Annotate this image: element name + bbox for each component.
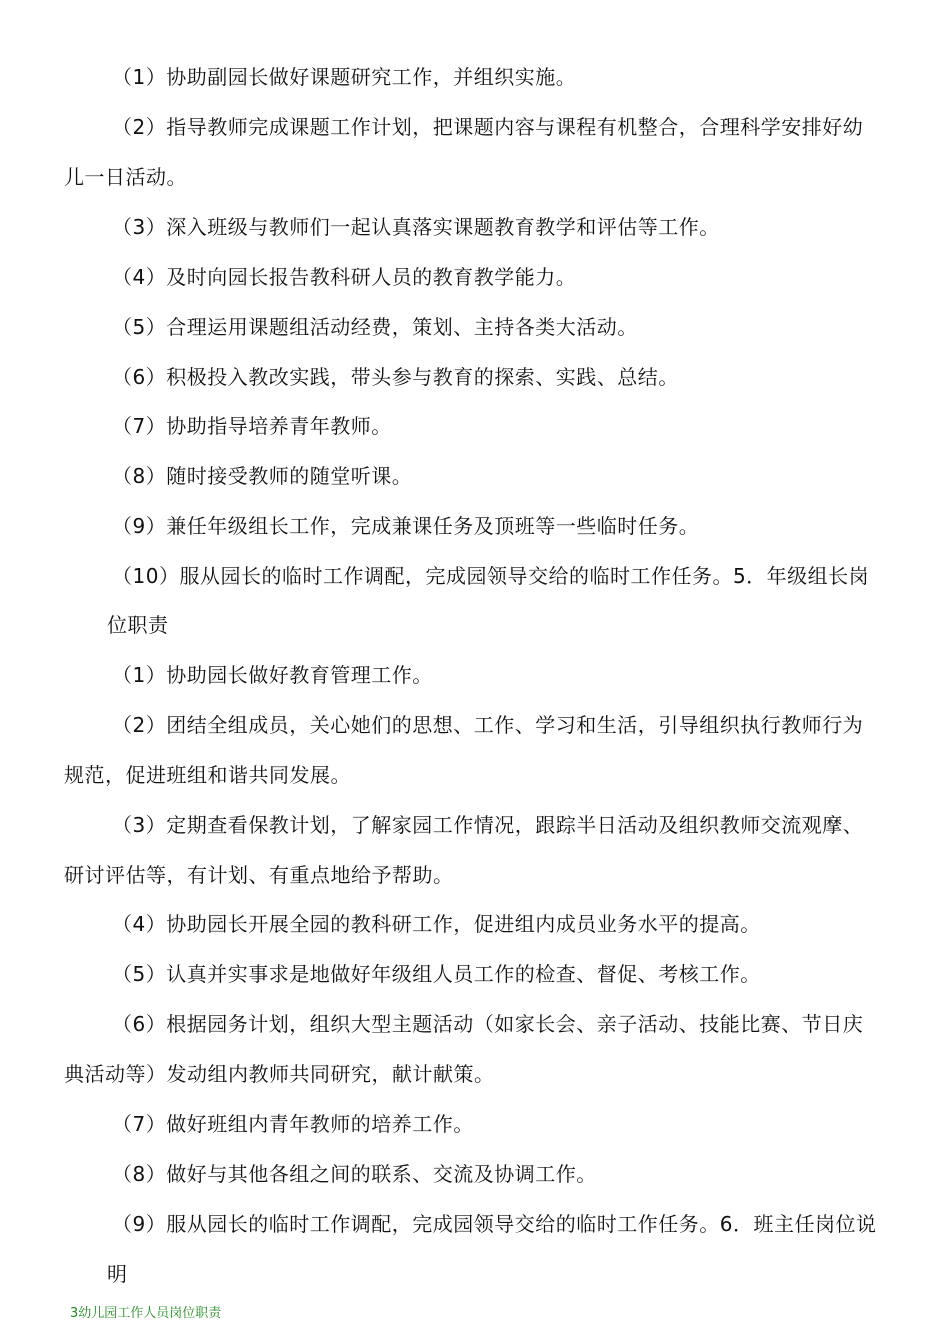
text-line: （7）做好班组内青年教师的培养工作。 xyxy=(112,1112,474,1136)
text-line: （6）根据园务计划，组织大型主题活动（如家长会、亲子活动、技能比赛、节日庆 xyxy=(112,1012,864,1036)
text-line: 规范，促进班组和谐共同发展。 xyxy=(64,763,351,787)
text-line: （9）兼任年级组长工作，完成兼课任务及顶班等一些临时任务。 xyxy=(112,514,700,538)
text-line: （2）团结全组成员，关心她们的思想、工作、学习和生活，引导组织执行教师行为 xyxy=(112,713,864,737)
text-line: （1）协助园长做好教育管理工作。 xyxy=(112,663,433,687)
text-line: （4）及时向园长报告教科研人员的教育教学能力。 xyxy=(112,265,577,289)
text-line: 明 xyxy=(107,1262,128,1286)
text-line: 儿一日活动。 xyxy=(64,165,187,189)
text-line: （9）服从园长的临时工作调配，完成园领导交给的临时工作任务。6．班主任岗位说 xyxy=(112,1212,877,1236)
text-line: （8）随时接受教师的随堂听课。 xyxy=(112,464,413,488)
text-line: （1）协助副园长做好课题研究工作，并组织实施。 xyxy=(112,65,577,89)
text-line: 研讨评估等，有计划、有重点地给予帮助。 xyxy=(64,863,454,887)
text-line: （3）深入班级与教师们一起认真落实课题教育教学和评估等工作。 xyxy=(112,215,720,239)
text-line: （2）指导教师完成课题工作计划，把课题内容与课程有机整合，合理科学安排好幼 xyxy=(112,115,864,139)
text-line: （8）做好与其他各组之间的联系、交流及协调工作。 xyxy=(112,1162,597,1186)
text-line: 典活动等）发动组内教师共同研究，献计献策。 xyxy=(64,1062,495,1086)
text-line: （4）协助园长开展全园的教科研工作，促进组内成员业务水平的提高。 xyxy=(112,912,761,936)
text-line: （3）定期查看保教计划，了解家园工作情况，跟踪半日活动及组织教师交流观摩、 xyxy=(112,813,864,837)
text-line: （10）服从园长的临时工作调配，完成园领导交给的临时工作任务。5．年级组长岗 xyxy=(112,564,870,588)
text-line: 位职责 xyxy=(107,613,169,637)
text-line: （7）协助指导培养青年教师。 xyxy=(112,414,392,438)
text-line: （6）积极投入教改实践，带头参与教育的探索、实践、总结。 xyxy=(112,365,679,389)
text-line: （5）认真并实事求是地做好年级组人员工作的检查、督促、考核工作。 xyxy=(112,962,761,986)
page-footer: 3幼儿园工作人员岗位职责 xyxy=(70,1306,222,1321)
text-line: （5）合理运用课题组活动经费，策划、主持各类大活动。 xyxy=(112,315,638,339)
